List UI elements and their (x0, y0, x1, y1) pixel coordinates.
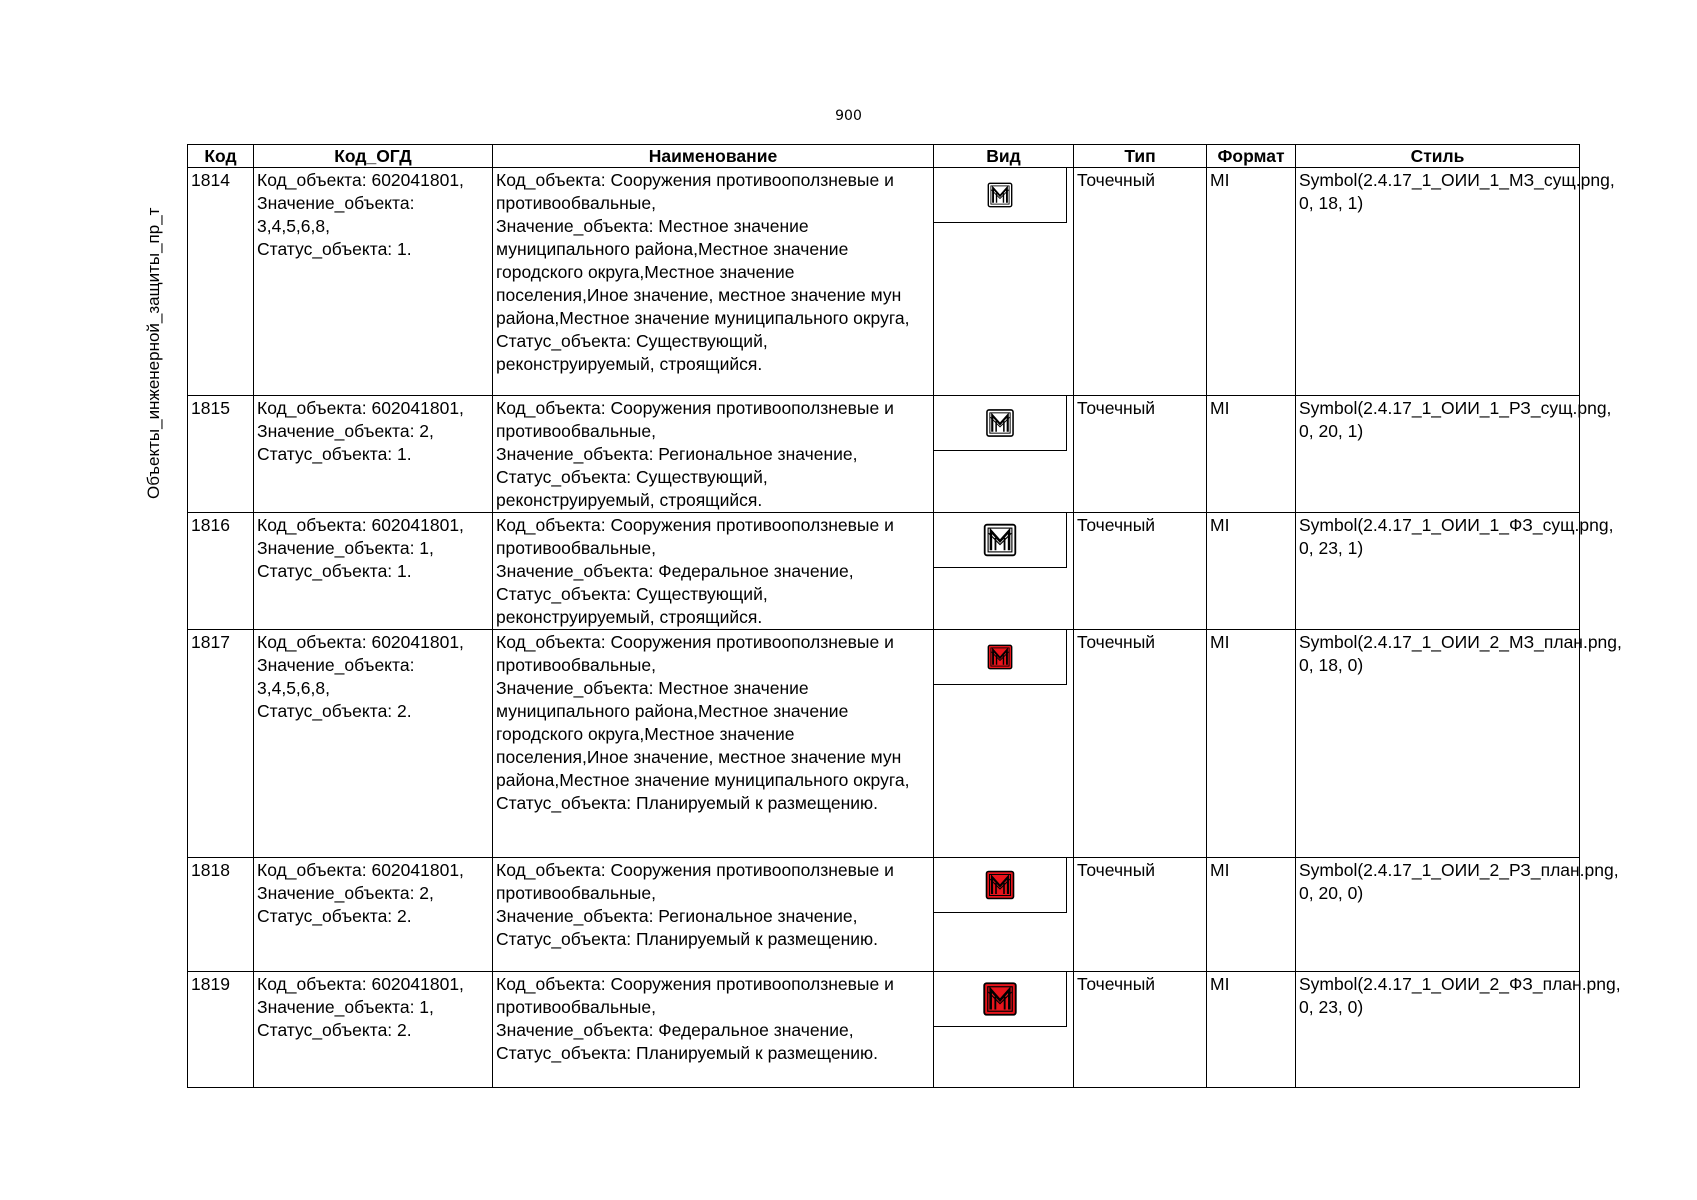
table-row (188, 858, 1580, 972)
column-header-style: Стиль (1296, 145, 1580, 168)
cell-format: MI (1207, 858, 1296, 972)
cell-name: Код_объекта: Сооружения противооползневые и противообвальные, Значение_объекта: Местное значение муниципального района,Местное значение городского округа,Местное значение поселения,Иное значение, местное значение мун района,Местное значение муниципального округа, Статус_объекта: Планируемый к размещению. (493, 630, 934, 858)
cell-code: 1815 (188, 396, 254, 513)
cell-ogd: Код_объекта: 602041801, Значение_объекта: 1, Статус_объекта: 2. (254, 972, 493, 1088)
cell-code: 1816 (188, 513, 254, 630)
cell-ogd: Код_объекта: 602041801, Значение_объекта: 3,4,5,6,8, Статус_объекта: 1. (254, 168, 493, 396)
landslide-protection-existing-local-icon (987, 182, 1013, 208)
cell-view (934, 513, 1074, 630)
cell-view (934, 972, 1074, 1088)
view-symbol-frame (934, 513, 1067, 568)
cell-type: Точечный (1074, 396, 1207, 513)
column-header-view: Вид (934, 145, 1074, 168)
view-symbol-frame (934, 168, 1067, 223)
cell-format: MI (1207, 396, 1296, 513)
page-number: 900 (835, 108, 862, 124)
cell-type: Точечный (1074, 972, 1207, 1088)
cell-ogd: Код_объекта: 602041801, Значение_объекта: 3,4,5,6,8, Статус_объекта: 2. (254, 630, 493, 858)
cell-name: Код_объекта: Сооружения противооползневые и противообвальные, Значение_объекта: Местное значение муниципального района,Местное значение городского округа,Местное значение поселения,Иное значение, местное значение мун района,Местное значение муниципального округа, Статус_объекта: Существующий, реконструируемый, строящийся. (493, 168, 934, 396)
cell-code: 1817 (188, 630, 254, 858)
table-row (188, 168, 1580, 396)
cell-name: Код_объекта: Сооружения противооползневые и противообвальные, Значение_объекта: Региональное значение, Статус_объекта: Планируемый к размещению. (493, 858, 934, 972)
landslide-protection-existing-federal-icon (983, 523, 1017, 557)
cell-type: Точечный (1074, 858, 1207, 972)
cell-format: MI (1207, 513, 1296, 630)
view-symbol-frame (934, 972, 1067, 1027)
cell-type: Точечный (1074, 513, 1207, 630)
cell-type: Точечный (1074, 168, 1207, 396)
cell-style: Symbol(2.4.17_1_ОИИ_2_ФЗ_план.png, 0, 23, 0) (1296, 972, 1580, 1088)
cell-format: MI (1207, 630, 1296, 858)
cell-format: MI (1207, 972, 1296, 1088)
view-symbol-frame (934, 858, 1067, 913)
landslide-protection-existing-regional-icon (986, 409, 1015, 438)
cell-style: Symbol(2.4.17_1_ОИИ_1_ФЗ_сущ.png, 0, 23, 1) (1296, 513, 1580, 630)
cell-style: Symbol(2.4.17_1_ОИИ_1_МЗ_сущ.png, 0, 18, 1) (1296, 168, 1580, 396)
cell-ogd: Код_объекта: 602041801, Значение_объекта: 2, Статус_объекта: 2. (254, 858, 493, 972)
table-header-row (188, 145, 1580, 168)
section-side-label (117, 169, 188, 1085)
view-symbol-frame (934, 396, 1067, 451)
cell-code: 1814 (188, 168, 254, 396)
table-row (188, 972, 1580, 1088)
landslide-protection-planned-local-icon (987, 644, 1013, 670)
cell-type: Точечный (1074, 630, 1207, 858)
view-symbol-frame (934, 630, 1067, 685)
cell-code: 1819 (188, 972, 254, 1088)
section-side-label-text: Объекты_инженерной_защиты_пр_т (144, 207, 163, 499)
cell-view (934, 858, 1074, 972)
column-header-ogd: Код_ОГД (254, 145, 493, 168)
cell-view (934, 396, 1074, 513)
table-row (188, 513, 1580, 630)
cell-name: Код_объекта: Сооружения противооползневые и противообвальные, Значение_объекта: Федеральное значение, Статус_объекта: Планируемый к размещению. (493, 972, 934, 1088)
column-header-name: Наименование (493, 145, 934, 168)
cell-name: Код_объекта: Сооружения противооползневые и противообвальные, Значение_объекта: Федеральное значение, Статус_объекта: Существующий, реконструируемый, строящийся. (493, 513, 934, 630)
cell-ogd: Код_объекта: 602041801, Значение_объекта: 1, Статус_объекта: 1. (254, 513, 493, 630)
cell-code: 1818 (188, 858, 254, 972)
cell-style: Symbol(2.4.17_1_ОИИ_2_РЗ_план.png, 0, 20, 0) (1296, 858, 1580, 972)
symbol-table (187, 144, 1622, 1088)
cell-view (934, 630, 1074, 858)
cell-ogd: Код_объекта: 602041801, Значение_объекта: 2, Статус_объекта: 1. (254, 396, 493, 513)
cell-view (934, 168, 1074, 396)
cell-format: MI (1207, 168, 1296, 396)
table-row (188, 396, 1580, 513)
column-header-code: Код (188, 145, 254, 168)
cell-style: Symbol(2.4.17_1_ОИИ_1_РЗ_сущ.png, 0, 20, 1) (1296, 396, 1580, 513)
landslide-protection-planned-federal-icon (983, 982, 1018, 1017)
cell-name: Код_объекта: Сооружения противооползневые и противообвальные, Значение_объекта: Региональное значение, Статус_объекта: Существующий, реконструируемый, строящийся. (493, 396, 934, 513)
cell-style: Symbol(2.4.17_1_ОИИ_2_МЗ_план.png, 0, 18, 0) (1296, 630, 1580, 858)
landslide-protection-planned-regional-icon (985, 870, 1015, 900)
table-row (188, 630, 1580, 858)
column-header-format: Формат (1207, 145, 1296, 168)
column-header-type: Тип (1074, 145, 1207, 168)
